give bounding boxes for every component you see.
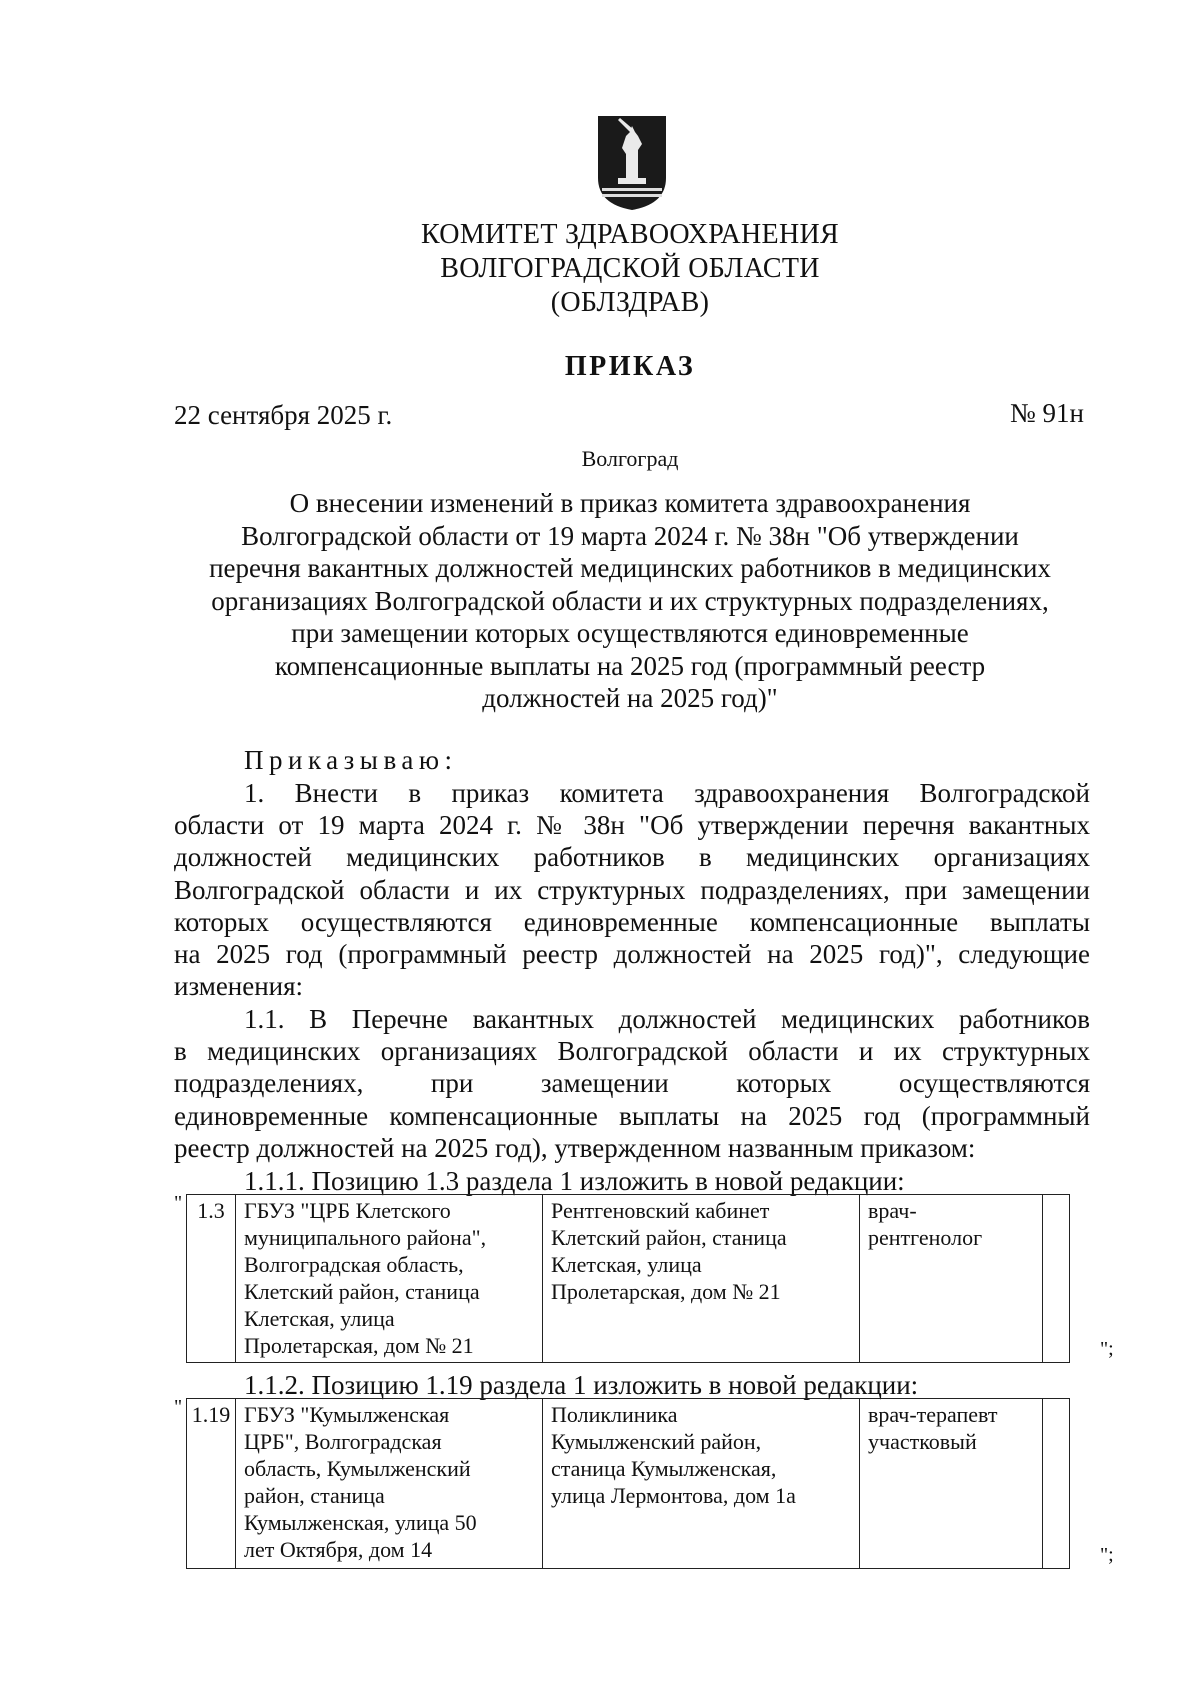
org-line: (ОБЛЗДРАВ) [550,287,710,318]
job-title-cell [860,1399,1043,1569]
subject-line: перечня вакантных должностей медицинских работников в медицинских [209,553,1051,583]
cell-line: Кумылженский район, [551,1429,762,1454]
paragraph-line: 1.1. В Перечне вакантных должностей медицинских работников [244,1004,1090,1034]
position-table-1-19 [186,1398,1070,1569]
paragraph-line: области от 19 марта 2024 г. № 38н "Об утверждении перечня вакантных [174,810,1090,841]
position-number: 1.3 [187,1195,236,1363]
position-number: 1.19 [187,1399,236,1569]
cell-line: улица Лермонтова, дом 1а [551,1483,796,1508]
subject-line: организациях Волгоградской области и их структурных подразделениях, [211,585,1049,616]
paragraph-line: 1. Внести в приказ комитета здравоохранения Волгоградской [244,778,1090,808]
cell-line: ГБУЗ "Кумылженская [244,1402,450,1427]
paragraph-line: на 2025 год (программный реестр должностей на 2025 год)", следующие [174,939,1090,970]
subject-line: компенсационные выплаты на 2025 год (программный реестр [274,650,986,681]
cell-line: Пролетарская, дом № 21 [551,1279,781,1304]
open-quote: " [174,1192,183,1214]
table-row [187,1195,1070,1363]
org-line: ВОЛГОГРАДСКОЙ ОБЛАСТИ [440,253,820,284]
cell-line: Волгоградская область, [244,1252,464,1277]
cell-line: рентгенолог [868,1225,983,1250]
subject-line: должностей на 2025 год)" [482,683,778,713]
cell-line: район, станица [244,1483,385,1508]
cell-line: врач-терапевт [868,1402,998,1427]
empty-cell [1043,1399,1070,1569]
document-date: 22 сентября 2025 г. [174,400,393,430]
org-line: КОМИТЕТ ЗДРАВООХРАНЕНИЯ [421,219,839,250]
cell-line: Клетская, улица [244,1306,395,1331]
document-city: Волгоград [581,446,679,471]
open-quote: " [174,1396,183,1418]
unit-cell [543,1399,860,1569]
cell-line: Поликлиника [551,1402,678,1427]
cell-line: Клетский район, станица [244,1279,480,1304]
cell-line: Рентгеновский кабинет [551,1198,770,1223]
empty-cell [1043,1195,1070,1363]
document-subject [180,487,1080,715]
document-type: ПРИКАЗ [564,351,696,382]
paragraph-line: Волгоградской области и их структурных подразделениях, при замещении [174,874,1090,905]
cell-line: ЦРБ", Волгоградская [244,1429,442,1454]
cell-line: Клетский район, станица [551,1225,787,1250]
item-1-1-1: 1.1.1. Позицию 1.3 раздела 1 изложить в новой редакции: [244,1166,905,1196]
cell-line: участковый [868,1429,977,1454]
subject-line: О внесении изменений в приказ комитета здравоохранения [289,488,971,518]
unit-cell [543,1195,860,1363]
order-directive: Приказываю: [244,745,458,775]
close-quote: "; [1100,1544,1114,1566]
paragraph-1-1 [174,1003,1090,1164]
subject-line: Волгоградской области от 19 марта 2024 г. № 38н "Об утверждении [241,520,1019,551]
cell-line: станица Кумылженская, [551,1456,777,1481]
organization-cell [236,1195,543,1363]
cell-line: Клетская, улица [551,1252,702,1277]
cell-line: врач- [868,1198,917,1223]
cell-line: Пролетарская, дом № 21 [244,1333,474,1358]
paragraph-1 [174,777,1090,1002]
cell-line: ГБУЗ "ЦРБ Клетского [244,1198,451,1223]
subject-line: при замещении которых осуществляются единовременные [291,618,969,648]
cell-line: лет Октября, дом 14 [244,1537,433,1562]
paragraph-line: реестр должностей на 2025 год), утвержденном названным приказом: [174,1132,976,1163]
organization-cell [236,1399,543,1569]
job-title-cell [860,1195,1043,1363]
organization-name [0,218,1200,320]
paragraph-line: изменения: [174,971,304,1002]
table-row [187,1399,1070,1569]
coat-of-arms-emblem [596,114,668,212]
paragraph-line: единовременные компенсационные выплаты на 2025 год (программный [174,1100,1090,1131]
close-quote: "; [1100,1338,1114,1360]
paragraph-line: подразделениях, при замещении которых осуществляются [174,1068,1090,1099]
cell-line: область, Кумылженский [244,1456,471,1481]
cell-line: Кумылженская, улица 50 [244,1510,477,1535]
item-1-1-2: 1.1.2. Позицию 1.19 раздела 1 изложить в новой редакции: [244,1370,919,1400]
paragraph-line: в медицинских организациях Волгоградской области и их структурных [174,1036,1090,1067]
cell-line: муниципального района", [244,1225,487,1250]
paragraph-line: должностей медицинских работников в медицинских организациях [174,842,1090,873]
paragraph-line: которых осуществляются единовременные компенсационные выплаты [174,906,1090,937]
document-number: № 91н [1010,398,1084,428]
position-table-1-3 [186,1194,1070,1363]
